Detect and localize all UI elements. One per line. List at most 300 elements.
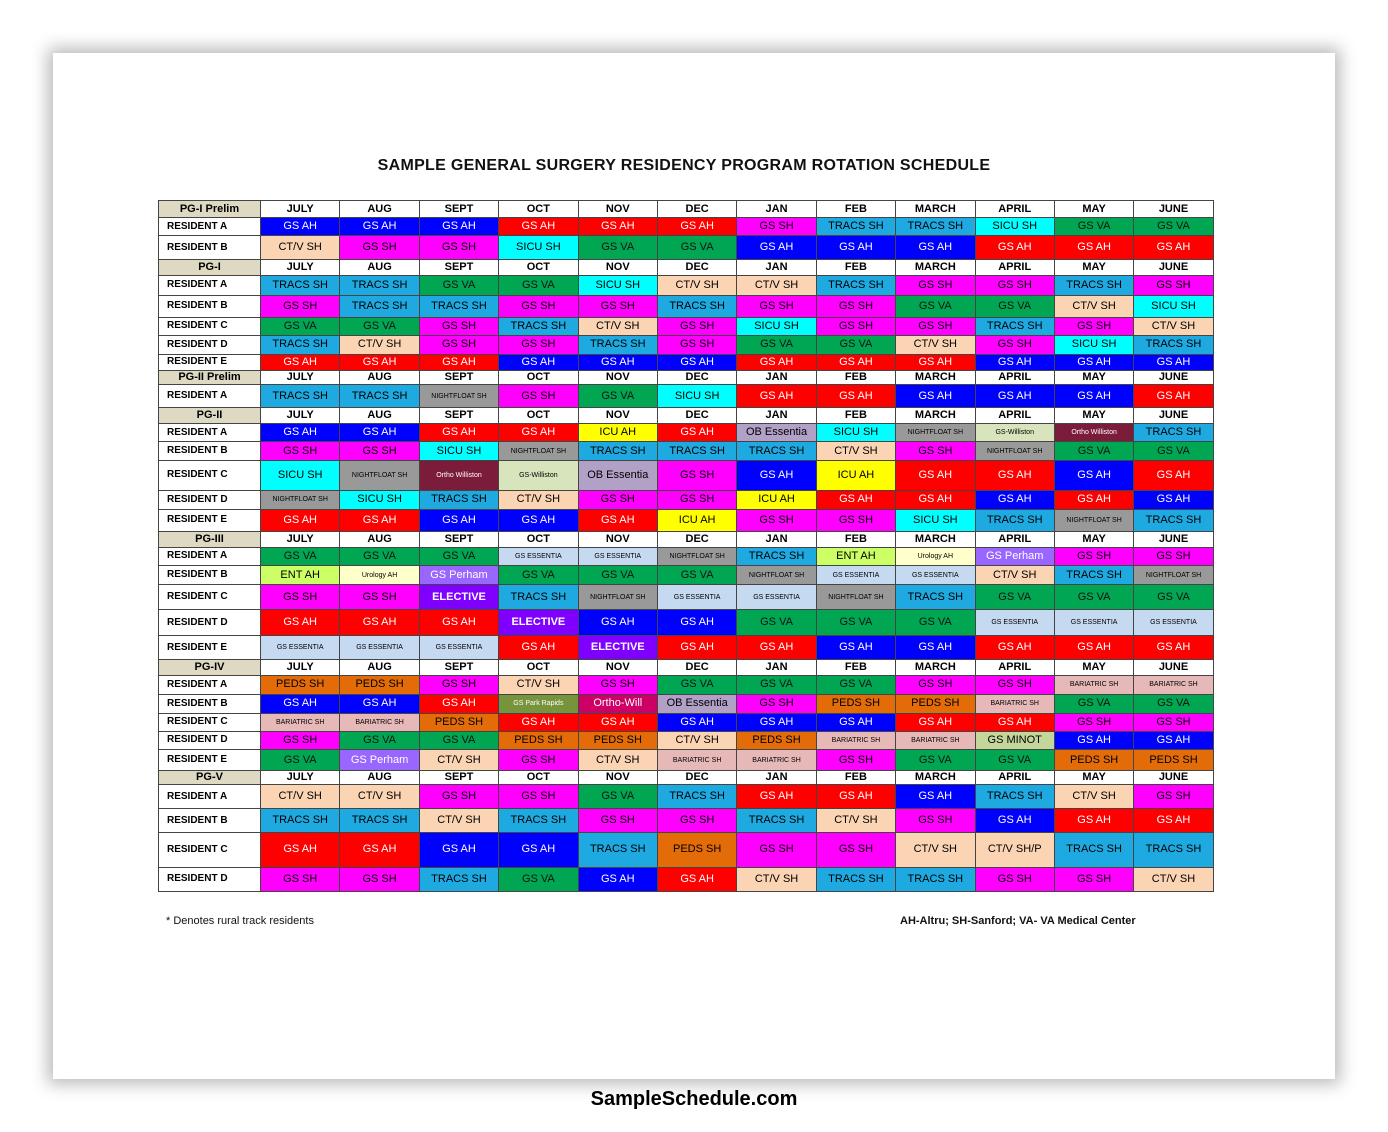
resident-row [159, 424, 1214, 442]
month-header: MAY [1054, 201, 1133, 218]
group-label: PG-III [159, 531, 261, 547]
rotation-cell: GS AH [1134, 636, 1213, 660]
rotation-cell: GS ESSENTIA [261, 636, 340, 660]
rotation-cell: CT/V SH [340, 335, 419, 354]
resident-label: RESIDENT B [159, 809, 261, 833]
rotation-cell: GS AH [261, 694, 340, 713]
rotation-cell: GS AH [419, 509, 498, 531]
rotation-cell: GS AH [816, 384, 895, 407]
rotation-cell: TRACS SH [896, 218, 975, 236]
rotation-cell: GS AH [578, 509, 657, 531]
rotation-cell: NIGHTFLOAT SH [261, 490, 340, 509]
month-header: FEB [816, 660, 895, 675]
rotation-cell: BARIATRIC SH [816, 731, 895, 749]
month-header: JULY [261, 260, 340, 276]
rotation-cell: GS SH [816, 295, 895, 317]
rotation-cell: GS AH [1054, 354, 1133, 370]
rotation-cell: TRACS SH [578, 442, 657, 461]
rotation-cell: GS AH [737, 354, 816, 370]
rotation-cell: TRACS SH [1134, 424, 1213, 442]
rotation-cell: GS AH [1134, 809, 1213, 833]
resident-label: RESIDENT A [159, 675, 261, 694]
group-header-row [159, 660, 1214, 675]
resident-row [159, 384, 1214, 407]
rotation-cell: GS ESSENTIA [896, 565, 975, 584]
month-header: SEPT [419, 771, 498, 785]
group-header-row [159, 408, 1214, 424]
rotation-cell: TRACS SH [578, 833, 657, 867]
rotation-cell: GS VA [1134, 694, 1213, 713]
month-header: FEB [816, 408, 895, 424]
rotation-cell: GS VA [340, 317, 419, 335]
rotation-cell: SICU SH [896, 509, 975, 531]
rotation-cell: GS VA [499, 565, 578, 584]
rotation-cell: GS VA [1054, 585, 1133, 610]
rotation-cell: GS AH [340, 610, 419, 636]
rotation-cell: TRACS SH [419, 295, 498, 317]
rotation-cell: GS AH [340, 833, 419, 867]
rotation-cell: GS AH [340, 509, 419, 531]
rotation-cell: GS AH [896, 236, 975, 260]
rotation-cell: NIGHTFLOAT SH [419, 384, 498, 407]
month-header: JULY [261, 408, 340, 424]
rotation-cell: GS AH [419, 218, 498, 236]
rotation-cell: PEDS SH [737, 731, 816, 749]
resident-label: RESIDENT C [159, 317, 261, 335]
rotation-cell: GS AH [896, 490, 975, 509]
rotation-cell: GS AH [896, 461, 975, 490]
resident-row [159, 833, 1214, 867]
rotation-cell: GS AH [896, 354, 975, 370]
rotation-cell: GS AH [816, 236, 895, 260]
month-header: OCT [499, 260, 578, 276]
resident-label: RESIDENT B [159, 694, 261, 713]
rotation-cell: GS AH [816, 354, 895, 370]
resident-row [159, 867, 1214, 891]
rotation-cell: GS AH [737, 384, 816, 407]
month-header: OCT [499, 771, 578, 785]
rotation-cell: ICU AH [737, 490, 816, 509]
rotation-cell: GS AH [896, 636, 975, 660]
rotation-cell: TRACS SH [737, 442, 816, 461]
rotation-cell: GS AH [975, 636, 1054, 660]
rotation-cell: TRACS SH [499, 317, 578, 335]
resident-row [159, 490, 1214, 509]
rotation-cell: GS AH [1134, 490, 1213, 509]
rotation-cell: GS VA [896, 295, 975, 317]
resident-row [159, 317, 1214, 335]
month-header: JUNE [1134, 771, 1213, 785]
resident-row [159, 809, 1214, 833]
rotation-cell: GS ESSENTIA [578, 547, 657, 565]
rotation-cell: GS SH [657, 809, 736, 833]
rotation-cell: GS AH [737, 461, 816, 490]
month-header: MAY [1054, 370, 1133, 384]
month-header: JULY [261, 201, 340, 218]
rotation-cell: Urology AH [340, 565, 419, 584]
rotation-cell: TRACS SH [737, 547, 816, 565]
rotation-cell: GS AH [657, 354, 736, 370]
rotation-cell: GS Perham [340, 749, 419, 770]
rotation-cell: TRACS SH [816, 218, 895, 236]
rotation-cell: TRACS SH [340, 276, 419, 295]
rotation-cell: GS SH [340, 236, 419, 260]
resident-label: RESIDENT B [159, 565, 261, 584]
month-header: JUNE [1134, 201, 1213, 218]
rotation-cell: BARIATRIC SH [737, 749, 816, 770]
rotation-cell: GS SH [499, 785, 578, 809]
rotation-cell: GS VA [737, 675, 816, 694]
resident-row [159, 610, 1214, 636]
rotation-cell: CT/V SH [816, 809, 895, 833]
rotation-cell: GS AH [975, 384, 1054, 407]
rotation-cell: ICU AH [657, 509, 736, 531]
month-header: MARCH [896, 201, 975, 218]
rotation-cell: CT/V SH [657, 276, 736, 295]
rotation-cell: ICU AH [578, 424, 657, 442]
rotation-cell: GS SH [737, 295, 816, 317]
rotation-cell: CT/V SH [499, 675, 578, 694]
rotation-cell: TRACS SH [419, 867, 498, 891]
month-header: SEPT [419, 408, 498, 424]
rotation-cell: GS VA [1134, 585, 1213, 610]
rotation-cell: TRACS SH [657, 785, 736, 809]
month-header: MARCH [896, 660, 975, 675]
rotation-cell: GS ESSENTIA [419, 636, 498, 660]
rotation-cell: CT/V SH [261, 785, 340, 809]
rotation-cell: GS SH [578, 490, 657, 509]
rotation-cell: GS AH [975, 354, 1054, 370]
rotation-cell: GS AH [816, 785, 895, 809]
rotation-cell: GS AH [1054, 636, 1133, 660]
rotation-cell: CT/V SH [975, 565, 1054, 584]
group-label: PG-IV [159, 660, 261, 675]
resident-label: RESIDENT B [159, 295, 261, 317]
resident-label: RESIDENT C [159, 713, 261, 731]
resident-label: RESIDENT D [159, 731, 261, 749]
month-header: OCT [499, 201, 578, 218]
rotation-cell: GS AH [1054, 809, 1133, 833]
rotation-cell: GS SH [419, 785, 498, 809]
rotation-cell: BARIATRIC SH [896, 731, 975, 749]
rotation-cell: CT/V SH [419, 749, 498, 770]
rotation-cell: GS AH [340, 424, 419, 442]
rotation-cell: GS SH [261, 585, 340, 610]
rotation-cell: GS AH [1054, 490, 1133, 509]
rotation-cell: GS SH [896, 442, 975, 461]
rotation-cell: BARIATRIC SH [657, 749, 736, 770]
month-header: JUNE [1134, 370, 1213, 384]
rotation-cell: TRACS SH [1134, 509, 1213, 531]
resident-row [159, 785, 1214, 809]
rotation-cell: GS VA [578, 785, 657, 809]
resident-row [159, 565, 1214, 584]
rotation-cell: GS AH [1134, 384, 1213, 407]
rotation-cell: GS AH [499, 833, 578, 867]
rotation-cell: GS AH [975, 713, 1054, 731]
rotation-cell: GS VA [657, 565, 736, 584]
rotation-cell: GS AH [657, 610, 736, 636]
rotation-cell: GS AH [578, 713, 657, 731]
rotation-cell: CT/V SH [657, 731, 736, 749]
rotation-cell: CT/V SH [1054, 785, 1133, 809]
rotation-cell: GS SH [499, 295, 578, 317]
rotation-cell: GS AH [816, 636, 895, 660]
rotation-cell: GS-Williston [975, 424, 1054, 442]
month-header: MAY [1054, 771, 1133, 785]
rotation-cell: NIGHTFLOAT SH [816, 585, 895, 610]
rotation-cell: BARIATRIC SH [261, 713, 340, 731]
group-header-row [159, 531, 1214, 547]
rotation-cell: TRACS SH [1134, 833, 1213, 867]
rotation-cell: GS AH [578, 354, 657, 370]
month-header: MAY [1054, 260, 1133, 276]
rotation-cell: GS AH [261, 354, 340, 370]
rotation-cell: OB Essentia [737, 424, 816, 442]
rotation-cell: PEDS SH [261, 675, 340, 694]
rotation-cell: NIGHTFLOAT SH [737, 565, 816, 584]
month-header: JAN [737, 201, 816, 218]
rotation-cell: GS VA [737, 335, 816, 354]
rotation-cell: TRACS SH [1054, 276, 1133, 295]
rotation-cell: GS AH [578, 218, 657, 236]
site-watermark: SampleSchedule.com [590, 1088, 798, 1110]
rotation-cell: GS SH [1134, 785, 1213, 809]
month-header: MARCH [896, 408, 975, 424]
rotation-cell: GS SH [1054, 713, 1133, 731]
group-header-row [159, 771, 1214, 785]
month-header: JAN [737, 531, 816, 547]
rotation-cell: GS AH [657, 867, 736, 891]
resident-label: RESIDENT C [159, 833, 261, 867]
resident-label: RESIDENT D [159, 610, 261, 636]
rotation-cell: GS ESSENTIA [340, 636, 419, 660]
rotation-cell: GS AH [657, 424, 736, 442]
rotation-cell: GS VA [419, 276, 498, 295]
rotation-cell: TRACS SH [975, 317, 1054, 335]
month-header: JUNE [1134, 260, 1213, 276]
rotation-cell: CT/V SH [578, 317, 657, 335]
resident-row [159, 749, 1214, 770]
rotation-cell: CT/V SH [499, 490, 578, 509]
rotation-cell: GS VA [340, 547, 419, 565]
rotation-cell: GS VA [340, 731, 419, 749]
rotation-cell: GS SH [816, 317, 895, 335]
rotation-cell: GS AH [816, 490, 895, 509]
rotation-cell: GS AH [261, 833, 340, 867]
rotation-cell: CT/V SH [896, 335, 975, 354]
month-header: SEPT [419, 660, 498, 675]
resident-label: RESIDENT D [159, 490, 261, 509]
rotation-cell: GS VA [261, 547, 340, 565]
rotation-cell: SICU SH [737, 317, 816, 335]
month-header: AUG [340, 531, 419, 547]
month-header: AUG [340, 260, 419, 276]
month-header: OCT [499, 531, 578, 547]
rotation-cell: BARIATRIC SH [1054, 675, 1133, 694]
rotation-cell: SICU SH [419, 442, 498, 461]
rotation-cell: GS ESSENTIA [816, 565, 895, 584]
rotation-cell: TRACS SH [340, 384, 419, 407]
rotation-cell: GS SH [657, 317, 736, 335]
resident-row [159, 675, 1214, 694]
month-header: JAN [737, 408, 816, 424]
rotation-cell: CT/V SH [1134, 867, 1213, 891]
rotation-cell: GS AH [1054, 236, 1133, 260]
rotation-cell: GS VA [975, 295, 1054, 317]
rotation-cell: ELECTIVE [578, 636, 657, 660]
month-header: JAN [737, 370, 816, 384]
rotation-cell: GS SH [340, 585, 419, 610]
rotation-cell: ENT AH [816, 547, 895, 565]
resident-row [159, 694, 1214, 713]
rotation-cell: GS VA [1054, 694, 1133, 713]
rotation-cell: PEDS SH [657, 833, 736, 867]
rotation-cell: GS SH [261, 867, 340, 891]
rotation-cell: GS SH [657, 335, 736, 354]
resident-row [159, 218, 1214, 236]
rotation-cell: PEDS SH [578, 731, 657, 749]
resident-row [159, 585, 1214, 610]
month-header: NOV [578, 408, 657, 424]
rotation-cell: Ortho Williston [1054, 424, 1133, 442]
rotation-cell: ELECTIVE [419, 585, 498, 610]
rotation-cell: GS MINOT [975, 731, 1054, 749]
month-header: MAY [1054, 660, 1133, 675]
month-header: DEC [657, 660, 736, 675]
rotation-cell: GS VA [578, 236, 657, 260]
resident-label: RESIDENT C [159, 461, 261, 490]
rotation-cell: GS VA [578, 565, 657, 584]
month-header: NOV [578, 771, 657, 785]
rotation-cell: TRACS SH [1054, 833, 1133, 867]
rotation-cell: GS VA [816, 675, 895, 694]
month-header: NOV [578, 201, 657, 218]
month-header: DEC [657, 260, 736, 276]
rotation-cell: GS SH [340, 867, 419, 891]
rotation-cell: TRACS SH [737, 809, 816, 833]
rotation-cell: GS AH [1134, 354, 1213, 370]
rotation-cell: CT/V SH [737, 867, 816, 891]
resident-label: RESIDENT D [159, 867, 261, 891]
rotation-cell: GS AH [1054, 384, 1133, 407]
month-header: FEB [816, 771, 895, 785]
rotation-cell: GS AH [1134, 236, 1213, 260]
rotation-cell: PEDS SH [340, 675, 419, 694]
month-header: SEPT [419, 370, 498, 384]
rotation-cell: CT/V SH [1054, 295, 1133, 317]
rotation-cell: GS SH [578, 675, 657, 694]
rotation-cell: GS VA [1134, 218, 1213, 236]
rotation-cell: GS AH [896, 713, 975, 731]
resident-label: RESIDENT E [159, 749, 261, 770]
rotation-cell: GS SH [1054, 547, 1133, 565]
rotation-cell: SICU SH [499, 236, 578, 260]
rotation-cell: GS VA [1054, 218, 1133, 236]
footnote-site-legend: AH-Altru; SH-Sanford; VA- VA Medical Center [900, 915, 1136, 927]
rotation-cell: GS AH [896, 785, 975, 809]
resident-label: RESIDENT A [159, 276, 261, 295]
rotation-cell: GS AH [657, 713, 736, 731]
month-header: APRIL [975, 370, 1054, 384]
resident-label: RESIDENT A [159, 424, 261, 442]
rotation-cell: GS VA [261, 749, 340, 770]
rotation-cell: GS SH [261, 442, 340, 461]
rotation-cell: GS ESSENTIA [1134, 610, 1213, 636]
month-header: AUG [340, 660, 419, 675]
resident-label: RESIDENT B [159, 442, 261, 461]
resident-label: RESIDENT E [159, 509, 261, 531]
resident-label: RESIDENT C [159, 585, 261, 610]
month-header: JULY [261, 660, 340, 675]
rotation-cell: TRACS SH [578, 335, 657, 354]
rotation-cell: SICU SH [816, 424, 895, 442]
rotation-cell: TRACS SH [261, 809, 340, 833]
rotation-cell: GS SH [975, 675, 1054, 694]
rotation-cell: GS VA [816, 335, 895, 354]
month-header: MARCH [896, 370, 975, 384]
rotation-cell: GS SH [1134, 713, 1213, 731]
rotation-schedule-table [158, 200, 1214, 892]
rotation-cell: GS SH [499, 749, 578, 770]
month-header: APRIL [975, 771, 1054, 785]
group-label: PG-II [159, 408, 261, 424]
rotation-cell: GS AH [340, 354, 419, 370]
month-header: APRIL [975, 531, 1054, 547]
rotation-cell: GS SH [578, 809, 657, 833]
month-header: APRIL [975, 260, 1054, 276]
month-header: OCT [499, 660, 578, 675]
rotation-cell: GS AH [975, 236, 1054, 260]
group-header-row [159, 370, 1214, 384]
rotation-cell: GS VA [499, 276, 578, 295]
rotation-cell: Urology AH [896, 547, 975, 565]
rotation-cell: GS SH [1134, 547, 1213, 565]
rotation-cell: CT/V SH/P [975, 833, 1054, 867]
rotation-cell: GS SH [737, 694, 816, 713]
rotation-cell: GS VA [737, 610, 816, 636]
rotation-cell: NIGHTFLOAT SH [1134, 565, 1213, 584]
rotation-cell: GS AH [657, 218, 736, 236]
rotation-cell: GS AH [975, 461, 1054, 490]
rotation-cell: GS SH [816, 749, 895, 770]
rotation-cell: GS SH [975, 867, 1054, 891]
rotation-cell: GS SH [975, 335, 1054, 354]
rotation-cell: TRACS SH [975, 509, 1054, 531]
rotation-cell: GS AH [737, 713, 816, 731]
resident-row [159, 731, 1214, 749]
resident-label: RESIDENT A [159, 785, 261, 809]
rotation-cell: PEDS SH [1054, 749, 1133, 770]
month-header: NOV [578, 260, 657, 276]
month-header: FEB [816, 201, 895, 218]
rotation-cell: GS SH [816, 509, 895, 531]
rotation-cell: GS AH [1134, 731, 1213, 749]
month-header: JULY [261, 370, 340, 384]
rotation-cell: GS ESSENTIA [975, 610, 1054, 636]
rotation-cell: GS SH [896, 675, 975, 694]
month-header: JUNE [1134, 531, 1213, 547]
rotation-cell: GS VA [657, 675, 736, 694]
month-header: DEC [657, 201, 736, 218]
resident-row [159, 713, 1214, 731]
rotation-cell: GS ESSENTIA [499, 547, 578, 565]
rotation-cell: TRACS SH [816, 276, 895, 295]
rotation-cell: GS AH [261, 218, 340, 236]
resident-row [159, 636, 1214, 660]
rotation-cell: GS VA [896, 749, 975, 770]
month-header: JAN [737, 260, 816, 276]
